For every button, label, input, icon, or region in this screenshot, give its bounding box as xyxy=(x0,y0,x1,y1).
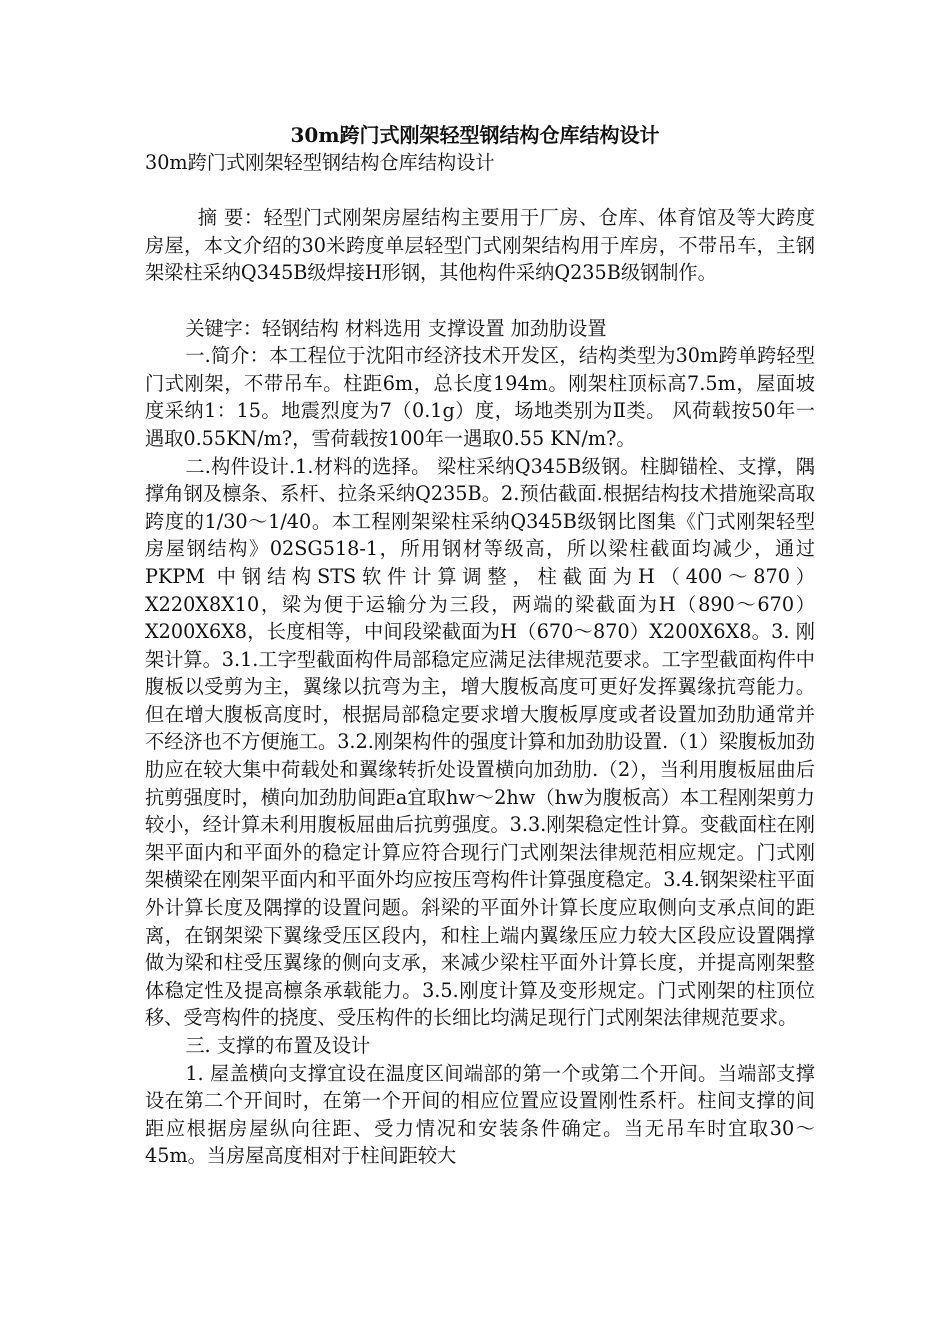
document-subtitle: 30m跨门式刚架轻型钢结构仓库结构设计 xyxy=(145,151,495,174)
component-design-paragraph: 二.构件设计.1.材料的选择。 梁柱采纳Q345B级钢。柱脚锚栓、支撑，隅撑角钢及檩条、系杆、拉条采纳Q235B。2.预估截面.根据结构技术措施梁高取跨度的1/30～1/40。本工程刚架梁柱采纳Q345B级钢比图集《门式刚架轻型房屋钢结构》02SG518-1，所用钢材等级高，所以梁柱截面均减少，通过PKPM 中钢结构STS软件计算调整，柱截面为H（400～870）X220X8X10，梁为便于运输分为三段，两端的梁截面为H（890～670）X200X6X8，长度相等，中间段梁截面为H（670～870）X200X6X8。3. 刚架计算。3.1.工字型截面构件局部稳定应满足法律规范要求。工字型截面构件中腹板以受剪为主，翼缘以抗弯为主，增大腹板高度可更好发挥翼缘抗弯能力。但在增大腹板高度时，根据局部稳定要求增大腹板厚度或者设置加劲肋通常并不经济也不方便施工。3.2.刚架构件的强度计算和加劲肋设置.（1）梁腹板加劲肋应在较大集中荷载处和翼缘转折处设置横向加劲肋.（2），当利用腹板屈曲后抗剪强度时，横向加劲肋间距a宜取hw～2hw（hw为腹板高）本工程刚架剪力较小，经计算未利用腹板屈曲后抗剪强度。3.3.刚架稳定性计算。变截面柱在刚架平面内和平面外的稳定计算应符合现行门式刚架法律规范相应规定。门式刚架横梁在刚架平面内和平面外均应按压弯构件计算强度稳定。3.4.钢架梁柱平面外计算长度及隅撑的设置问题。斜梁的平面外计算长度应取侧向支承点间的距离，在钢架梁下翼缘受压区段内，和柱上端内翼缘压应力较大区段应设置隅撑做为梁和柱受压翼缘的侧向支承，来减少梁柱平面外计算长度，并提高刚架整体稳定性及提高檩条承载能力。3.5.刚度计算及变形规定。门式刚架的柱顶位移、受弯构件的挠度、受压构件的长细比均满足现行门式刚架法律规范要求。 xyxy=(145,454,815,1030)
document-title: 30m跨门式刚架轻型钢结构仓库结构设计 xyxy=(290,123,660,147)
document-body xyxy=(145,149,815,1170)
abstract-paragraph: 摘 要：轻型门式刚架房屋结构主要用于厂房、仓库、体育馆及等大跨度房屋，本文介绍的30米跨度单层轻型门式刚架结构用于库房，不带吊车，主钢架梁柱采纳Q345B级焊接H形钢，其他构件采纳Q235B级钢制作。 xyxy=(145,206,815,285)
keywords-paragraph: 关键字：轻钢结构 材料选用 支撑设置 加劲肋设置 xyxy=(185,316,607,340)
section-heading-support: 三. 支撑的布置及设计 xyxy=(185,1034,371,1057)
support-paragraph: 1. 屋盖横向支撑宜设在温度区间端部的第一个或第二个开间。当端部支撑设在第二个开间时，在第一个开间的相应位置应设置刚性系杆。柱间支撑的间距应根据房屋纵向往距、受力情况和安装条件确定。当无吊车时宜取30～45m。当房屋高度相对于柱间距较大 xyxy=(145,1061,815,1168)
introduction-paragraph: 一.简介：本工程位于沈阳市经济技术开发区，结构类型为30m跨单跨轻型门式刚架，不带吊车。柱距6m，总长度194m。刚架柱顶标高7.5m，屋面坡度采纳1：15。地震烈度为7（0.1g）度，场地类别为Ⅱ类。 风荷载按50年一遇取0.55KN/m?，雪荷载按100年一遇取0.55 KN/m?。 xyxy=(145,344,815,450)
